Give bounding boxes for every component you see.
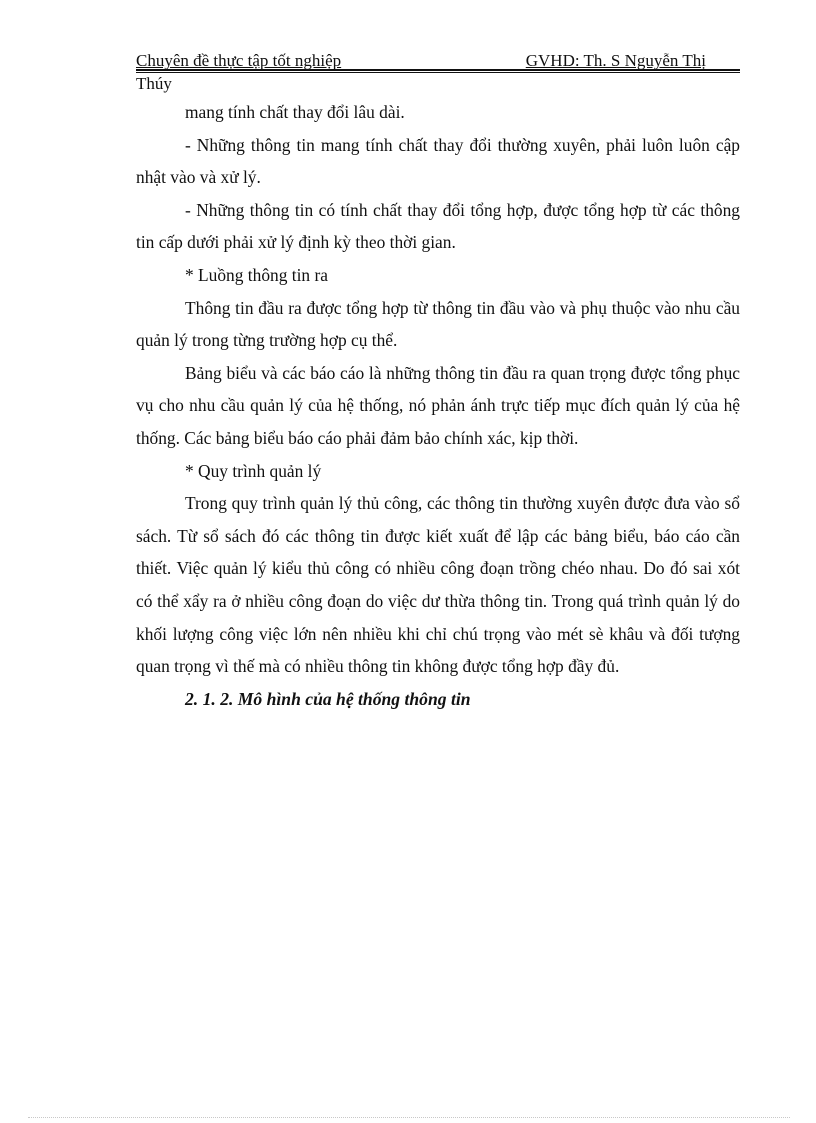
header-row	[136, 50, 740, 71]
header-rule-thin	[136, 72, 740, 73]
page-header	[136, 50, 740, 94]
header-document-title: Chuyên đề thực tập tốt nghiệp	[136, 51, 342, 70]
header-rule-thick	[136, 69, 740, 71]
page-body	[136, 96, 740, 715]
section-heading: 2. 1. 2. Mô hình của hệ thống thông tin	[185, 688, 471, 709]
footer-dotted-line	[28, 1117, 790, 1118]
header-supervisor: GVHD: Th. S Nguyễn Thị	[525, 51, 706, 70]
paragraph-1: mang tính chất thay đổi lâu dài.	[185, 102, 405, 122]
paragraph-2: - Những thông tin mang tính chất thay đổi thường xuyên, phải luôn luôn cập nhật vào và xử lý.	[136, 134, 740, 188]
paragraph-6: Trong quy trình quản lý thủ công, các thông tin thường xuyên được đưa vào sổ sách. Từ sổ sách đó các thông tin được kiết xuất để lập các bảng biểu, báo cáo cần thiết. Việc quản lý kiểu thủ công có nhiều công đoạn trồng chéo nhau. Do đó sai xót có thể xẩy ra ở nhiều công đoạn do việc dư thừa thông tin. Trong quá trình quản lý do khối lượng công việc lớn nên nhiều khi chỉ chú trọng vào mét sè khâu và đối tượng quan trọng vì thế mà có nhiều thông tin không được tổng hợp đầy đủ.	[136, 493, 740, 677]
header-supervisor-continuation: Thúy	[136, 74, 172, 93]
paragraph-4: Thông tin đầu ra được tổng hợp từ thông tin đầu vào và phụ thuộc vào nhu cầu quản lý trong từng trường hợp cụ thể.	[136, 297, 740, 351]
paragraph-5: Bảng biểu và các báo cáo là những thông tin đầu ra quan trọng được tổng phục vụ cho nhu cầu quản lý của hệ thống, nó phản ánh trực tiếp mục đích quản lý của hệ thống. Các bảng biểu báo cáo phải đảm bảo chính xác, kịp thời.	[136, 362, 740, 448]
subheading-management-process: * Quy trình quản lý	[185, 460, 322, 481]
subheading-output-flow: * Luồng thông tin ra	[185, 264, 328, 285]
paragraph-3: - Những thông tin có tính chất thay đổi tổng hợp, được tổng hợp từ các thông tin cấp dưới phải xử lý định kỳ theo thời gian.	[136, 199, 740, 253]
